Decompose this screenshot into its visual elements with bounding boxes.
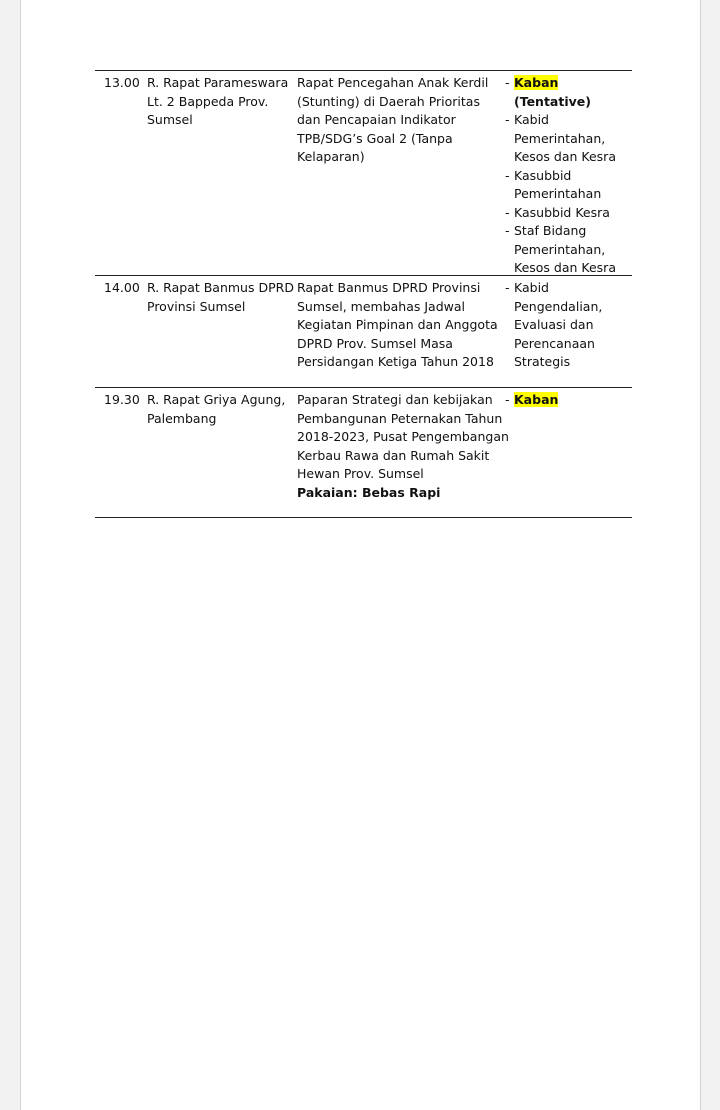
agenda-line: TPB/SDG’s Goal 2 (Tanpa <box>297 130 453 146</box>
attendee-item <box>505 167 635 204</box>
agenda-line: DPRD Prov. Sumsel Masa <box>297 335 453 351</box>
agenda-line: Rapat Pencegahan Anak Kerdil <box>297 75 489 90</box>
attendee-line: Kasubbid Kesra <box>514 204 610 220</box>
attendee-highlight: Kaban <box>514 75 559 90</box>
attendee-item <box>505 111 635 167</box>
attendee-item <box>505 222 635 278</box>
place-line: Lt. 2 Bappeda Prov. <box>147 93 269 109</box>
agenda-line: Hewan Prov. Sumsel <box>297 466 424 481</box>
agenda-line: Rapat Banmus DPRD Provinsi <box>297 280 481 295</box>
attendee-line: Kesos dan Kesra <box>514 260 616 275</box>
bullet-dash: - <box>505 112 510 127</box>
bullet-dash: - <box>505 167 510 183</box>
attendee-item <box>505 204 635 223</box>
time-cell: 19.30 <box>104 392 140 407</box>
agenda-line: (Stunting) di Daerah Prioritas <box>297 93 480 109</box>
attendee-line: Pemerintahan <box>514 186 602 201</box>
agenda-line: Kegiatan Pimpinan dan Anggota <box>297 317 498 332</box>
bullet-dash: - <box>505 392 510 407</box>
attendee-line: Pengendalian, <box>514 298 603 314</box>
attendee-item <box>505 74 635 111</box>
bullet-dash: - <box>505 223 510 238</box>
document-page <box>20 0 701 1110</box>
bullet-dash: - <box>505 204 510 220</box>
attendee-line: Pemerintahan, <box>514 130 606 146</box>
attendees-cell <box>505 74 635 278</box>
table-row <box>95 70 632 275</box>
dress-code: Pakaian: Bebas Rapi <box>297 484 441 500</box>
agenda-line: 2018-2023, Pusat Pengembangan <box>297 429 509 444</box>
attendee-line: Kasubbid <box>514 167 572 183</box>
agenda-line: Kerbau Rawa dan Rumah Sakit <box>297 447 490 463</box>
attendee-item <box>505 279 635 372</box>
attendees-cell <box>505 279 635 372</box>
agenda-cell <box>297 279 509 372</box>
agenda-line: Pembangunan Peternakan Tahun <box>297 410 503 426</box>
place-cell <box>147 391 297 428</box>
agenda-line: Sumsel, membahas Jadwal <box>297 298 465 314</box>
bullet-dash: - <box>505 280 510 295</box>
place-line: R. Rapat Banmus DPRD <box>147 280 294 295</box>
bullet-dash: - <box>505 75 510 90</box>
place-line: Sumsel <box>147 112 193 127</box>
attendee-line: Kabid <box>514 112 549 127</box>
table-row <box>95 387 632 518</box>
attendee-note: (Tentative) <box>514 93 591 109</box>
attendee-line: Evaluasi dan <box>514 317 594 332</box>
attendee-item <box>505 391 635 410</box>
attendee-line: Kabid <box>514 280 549 295</box>
time-cell: 14.00 <box>104 280 140 295</box>
place-line: Palembang <box>147 410 217 426</box>
place-cell <box>147 279 297 316</box>
attendee-line: Pemerintahan, <box>514 241 606 257</box>
attendee-line: Strategis <box>514 354 571 369</box>
attendee-line: Kesos dan Kesra <box>514 149 616 164</box>
agenda-line: Paparan Strategi dan kebijakan <box>297 392 493 407</box>
agenda-line: Kelaparan) <box>297 149 365 164</box>
time-cell: 13.00 <box>104 75 140 90</box>
agenda-cell <box>297 391 509 502</box>
place-cell <box>147 74 297 130</box>
agenda-line: dan Pencapaian Indikator <box>297 112 456 127</box>
attendee-line: Perencanaan <box>514 335 595 351</box>
attendees-cell <box>505 391 635 410</box>
schedule-table <box>95 70 632 518</box>
agenda-line: Persidangan Ketiga Tahun 2018 <box>297 354 494 369</box>
place-line: Provinsi Sumsel <box>147 298 246 314</box>
place-line: R. Rapat Parameswara <box>147 75 289 90</box>
place-line: R. Rapat Griya Agung, <box>147 392 286 407</box>
attendee-line: Staf Bidang <box>514 223 587 238</box>
agenda-cell <box>297 74 509 167</box>
table-row <box>95 275 632 387</box>
attendee-highlight: Kaban <box>514 392 559 407</box>
